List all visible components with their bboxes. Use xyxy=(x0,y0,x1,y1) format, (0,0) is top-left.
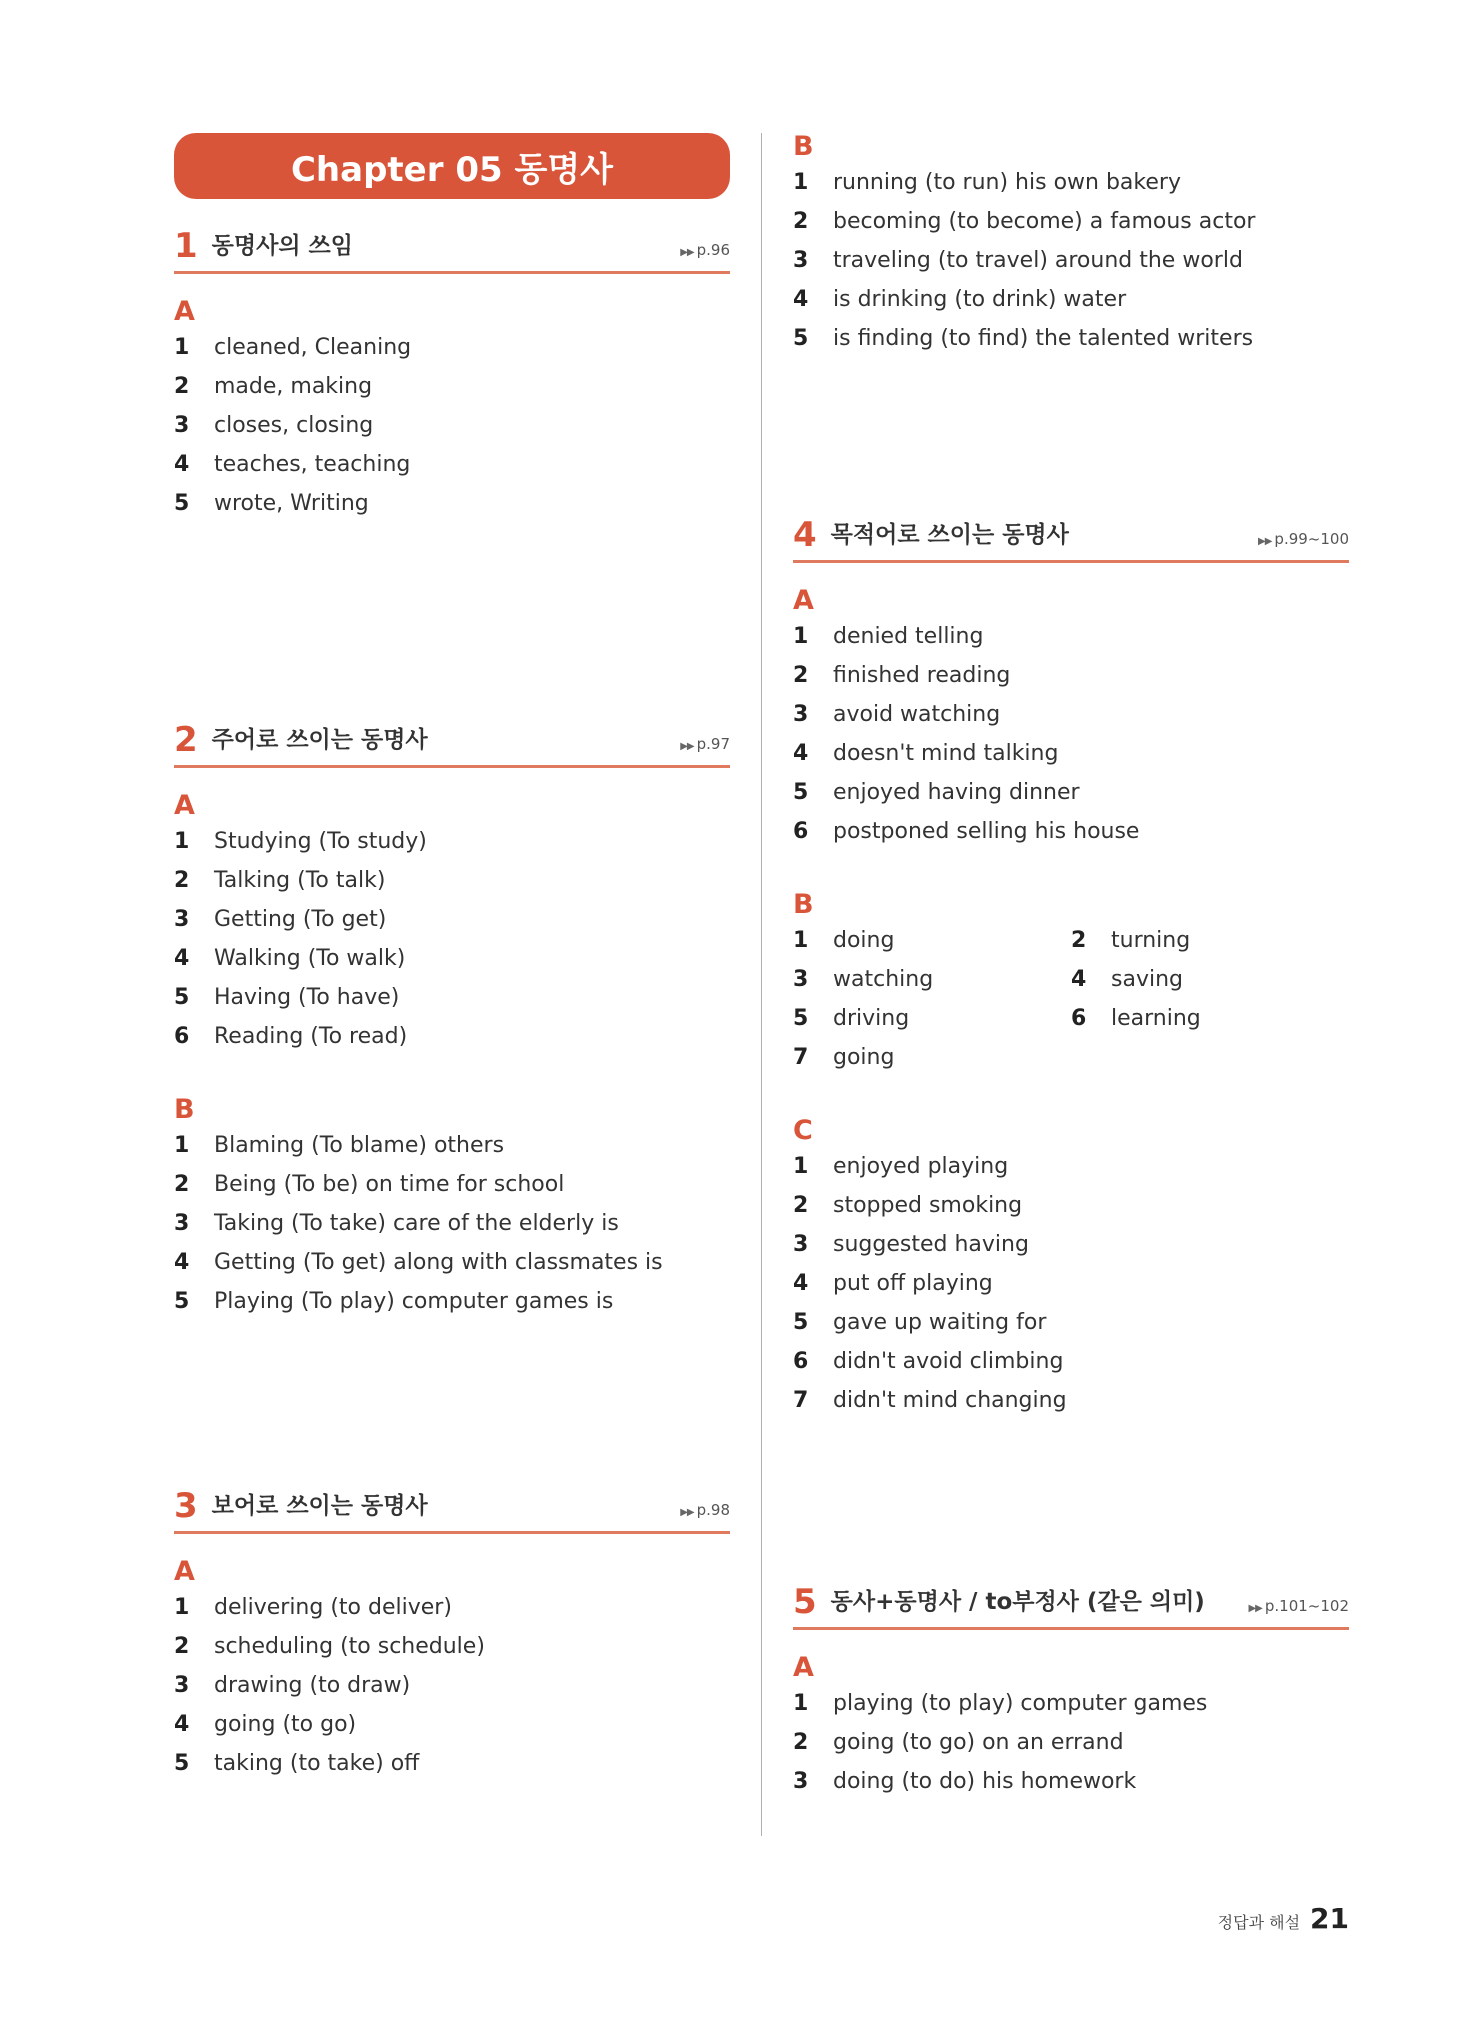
subsection-label: C xyxy=(793,1115,813,1146)
subsection-label: A xyxy=(793,1652,814,1683)
section-header xyxy=(793,1582,1349,1630)
list-item: 2 made, making xyxy=(174,374,373,399)
section-number: 2 xyxy=(174,720,198,760)
section-title: 보어로 쓰이는 동명사 xyxy=(211,1493,428,1520)
subsection-label: B xyxy=(793,889,814,920)
arrow-icon: ▶▶ xyxy=(680,741,694,752)
list-item: 5 enjoyed having dinner xyxy=(793,780,1080,805)
list-item: 1 running (to run) his own bakery xyxy=(793,170,1181,195)
list-item: 4 is drinking (to drink) water xyxy=(793,287,1127,312)
list-item: 6 postponed selling his house xyxy=(793,819,1140,844)
page-reference: ▶▶ p.99~100 xyxy=(1258,530,1349,548)
arrow-icon: ▶▶ xyxy=(680,1507,694,1518)
list-item: 1 Blaming (To blame) others xyxy=(174,1133,505,1158)
list-item: 2 scheduling (to schedule) xyxy=(174,1634,485,1659)
list-item: 5 wrote, Writing xyxy=(174,491,369,516)
answer-grid xyxy=(793,921,1349,1077)
list-item: 1 denied telling xyxy=(793,624,984,649)
list-item: 4 saving xyxy=(1071,967,1183,992)
section-2 xyxy=(174,720,730,1321)
list-item: 6 Reading (To read) xyxy=(174,1024,408,1049)
section-5 xyxy=(793,1582,1349,1801)
right-column xyxy=(793,133,1349,1801)
answer-list xyxy=(793,163,1349,358)
list-item: 5 driving xyxy=(793,1006,910,1031)
answer-list xyxy=(174,822,730,1056)
column-divider xyxy=(761,133,762,1836)
answer-list xyxy=(174,1588,730,1783)
list-item: 2 turning xyxy=(1071,928,1191,953)
list-item: 6 didn't avoid climbing xyxy=(793,1349,1064,1374)
answer-list xyxy=(793,617,1349,851)
section-header xyxy=(174,720,730,768)
list-item: 1 delivering (to deliver) xyxy=(174,1595,452,1620)
page-reference: ▶▶ p.98 xyxy=(680,1501,730,1519)
subsection-label: A xyxy=(174,296,195,327)
list-item: 5 Playing (To play) computer games is xyxy=(174,1289,614,1314)
list-item: 1 doing xyxy=(793,928,895,953)
list-item: 3 Taking (To take) care of the elderly is xyxy=(174,1211,619,1236)
section-title: 목적어로 쓰이는 동명사 xyxy=(830,522,1069,549)
list-item: 2 stopped smoking xyxy=(793,1193,1023,1218)
subsection-label: A xyxy=(174,1556,195,1587)
list-item: 2 Talking (To talk) xyxy=(174,868,386,893)
section-3 xyxy=(174,1486,730,1783)
list-item: 5 Having (To have) xyxy=(174,985,400,1010)
subsection-label: A xyxy=(174,790,195,821)
list-item: 1 enjoyed playing xyxy=(793,1154,1009,1179)
section-header xyxy=(174,1486,730,1534)
list-item: 3 avoid watching xyxy=(793,702,1001,727)
list-item: 1 cleaned, Cleaning xyxy=(174,335,412,360)
section-number: 5 xyxy=(793,1582,817,1622)
list-item: 2 becoming (to become) a famous actor xyxy=(793,209,1256,234)
arrow-icon: ▶▶ xyxy=(680,247,694,258)
arrow-icon: ▶▶ xyxy=(1248,1603,1262,1614)
section-number: 4 xyxy=(793,515,817,555)
list-item: 2 going (to go) on an errand xyxy=(793,1730,1124,1755)
list-item: 2 finished reading xyxy=(793,663,1011,688)
page-reference: ▶▶ p.101~102 xyxy=(1248,1597,1349,1615)
section-title: 주어로 쓰이는 동명사 xyxy=(211,727,428,754)
answer-list xyxy=(793,1147,1349,1420)
list-item: 3 watching xyxy=(793,967,934,992)
list-item: 3 doing (to do) his homework xyxy=(793,1769,1137,1794)
answer-list xyxy=(174,328,730,523)
section-number: 1 xyxy=(174,226,198,266)
page-footer xyxy=(1218,1902,1349,1935)
subsection-label: A xyxy=(793,585,814,616)
list-item: 4 going (to go) xyxy=(174,1712,357,1737)
page-number: 21 xyxy=(1310,1902,1349,1935)
section-header xyxy=(793,515,1349,563)
section-header xyxy=(174,226,730,274)
list-item: 3 drawing (to draw) xyxy=(174,1673,411,1698)
list-item: 1 Studying (To study) xyxy=(174,829,427,854)
list-item: 3 closes, closing xyxy=(174,413,374,438)
list-item: 5 gave up waiting for xyxy=(793,1310,1047,1335)
section-1 xyxy=(174,226,730,523)
list-item: 4 teaches, teaching xyxy=(174,452,411,477)
list-item: 5 is finding (to find) the talented writers xyxy=(793,326,1254,351)
answer-list xyxy=(174,1126,730,1321)
section-4 xyxy=(793,515,1349,1420)
list-item: 3 Getting (To get) xyxy=(174,907,387,932)
list-item: 6 learning xyxy=(1071,1006,1201,1031)
list-item: 4 put off playing xyxy=(793,1271,993,1296)
answer-list xyxy=(793,1684,1349,1801)
left-column xyxy=(174,133,730,1783)
list-item: 4 Getting (To get) along with classmates is xyxy=(174,1250,663,1275)
list-item: 3 suggested having xyxy=(793,1232,1029,1257)
arrow-icon: ▶▶ xyxy=(1258,536,1272,547)
section-number: 3 xyxy=(174,1486,198,1526)
list-item: 4 doesn't mind talking xyxy=(793,741,1059,766)
list-item: 4 Walking (To walk) xyxy=(174,946,406,971)
section-title: 동명사의 쓰임 xyxy=(211,233,353,260)
list-item: 7 didn't mind changing xyxy=(793,1388,1067,1413)
subsection-label: B xyxy=(174,1094,195,1125)
list-item: 1 playing (to play) computer games xyxy=(793,1691,1208,1716)
list-item: 5 taking (to take) off xyxy=(174,1751,420,1776)
page-reference: ▶▶ p.97 xyxy=(680,735,730,753)
list-item: 3 traveling (to travel) around the world xyxy=(793,248,1243,273)
list-item: 2 Being (To be) on time for school xyxy=(174,1172,565,1197)
subsection-label: B xyxy=(793,131,814,162)
section-title: 동사+동명사 / to부정사 (같은 의미) xyxy=(830,1589,1205,1616)
page-reference: ▶▶ p.96 xyxy=(680,241,730,259)
list-item: 7 going xyxy=(793,1045,895,1070)
footer-label: 정답과 해설 xyxy=(1217,1913,1301,1932)
chapter-title: Chapter 05 동명사 xyxy=(174,133,730,199)
